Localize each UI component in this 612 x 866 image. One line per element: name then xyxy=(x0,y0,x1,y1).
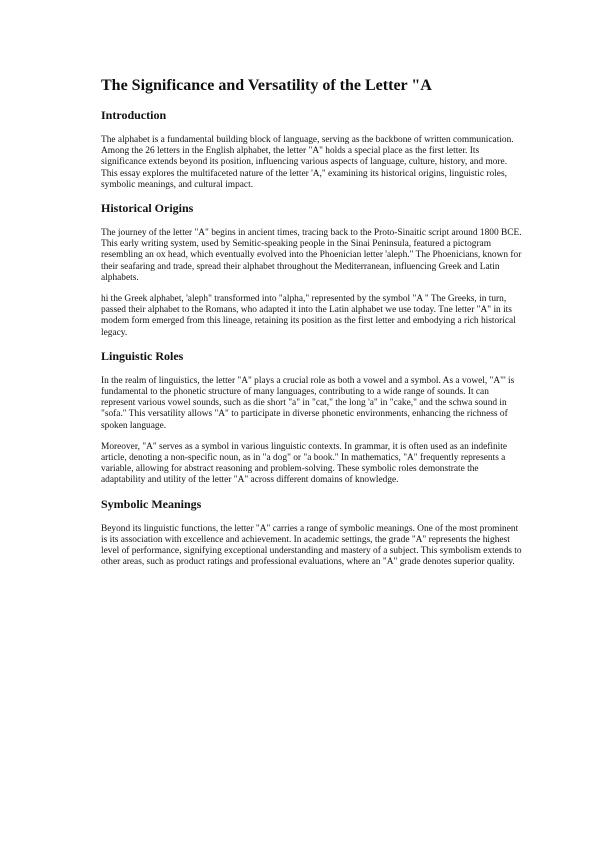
section-linguistic-roles xyxy=(101,349,524,487)
paragraph: In the realm of linguistics, the letter "A" plays a crucial role as both a vowel and a symbol. As a vowel, "A"' is fundamental to the phonetic structure of many languages, contributing to a wide range of sounds. It can represent various vowel sounds, such as die short "a" in "cat," the long 'a" in "cake," and the schwa sound in "sofa." This versatility allows "A" to participate in diverse phonetic environments, enhancing the richness of spoken language. xyxy=(101,375,515,431)
paragraph: hi the Greek alphabet, 'aleph" transformed into "alpha," represented by the symbol "A " The Greeks, in turn, passed their alphabet to the Romans, who adapted it into the Latin alphabet we use today. Tne letter "A" in its modem form emerged from this lineage, retaining its position as the first letter and embodying a rich historical legacy. xyxy=(101,294,516,338)
paragraph: Moreover, "A" serves as a symbol in various linguistic contexts. In grammar, it is often used as an indefinite article, denoting a non-specific noun, as in "a dog" or "a book." In mathematics, "A" frequently represents a variable, allowing for abstract reasoning and problem-solving. These symbolic roles demonstrate the adaptability and utility of the letter "A" across different domains of knowledge. xyxy=(101,441,508,486)
document-title: The Significance and Versatility of the Letter "A xyxy=(101,77,432,94)
section-heading: Introduction xyxy=(101,108,167,122)
paragraph: Beyond its linguistic functions, the letter "A" carries a range of symbolic meanings. One of the most prominent is its association with excellence and achievement. In academic settings, the grade "A" represents the highest level of performance, signifying exceptional understanding and mastery of a subject. This symbolism extends to other areas, such as product ratings and professional evaluations, where an "A" grade denotes superior quality. xyxy=(101,523,522,568)
paragraph: The journey of the letter "A" begins in ancient times, tracing back to the Proto-Sinaitic script around 1800 BCE. This early writing system, used by Semitic-speaking people in the Sinai Peninsula, featured a pictogram resembling an ox head, which eventually evolved into the Phoenician letter 'aleph." The Phoenicians, known for their seafaring and trade, spread their alphabet throughout the Mediterranean, influencing Greek and Latin alphabets. xyxy=(101,228,522,283)
section-heading: Linguistic Roles xyxy=(101,348,184,363)
section-historical-origins xyxy=(101,201,524,339)
section-heading: Symbolic Meanings xyxy=(101,496,202,511)
section-symbolic-meanings xyxy=(101,497,524,569)
section-heading: Historical Origins xyxy=(101,201,194,216)
paragraph: The alphabet is a fundamental building block of language, serving as the backbone of written communication. Among the 26 letters in the English alphabet, the letter "A" holds a special place as the first letter. Its significance extends beyond its position, influencing various aspects of language, culture, history, and more. This essay explores the multifaceted nature of the letter 'A," examining its historical origins, linguistic roles, symbolic meanings, and cultural impact. xyxy=(101,135,514,190)
section-introduction xyxy=(101,108,524,191)
